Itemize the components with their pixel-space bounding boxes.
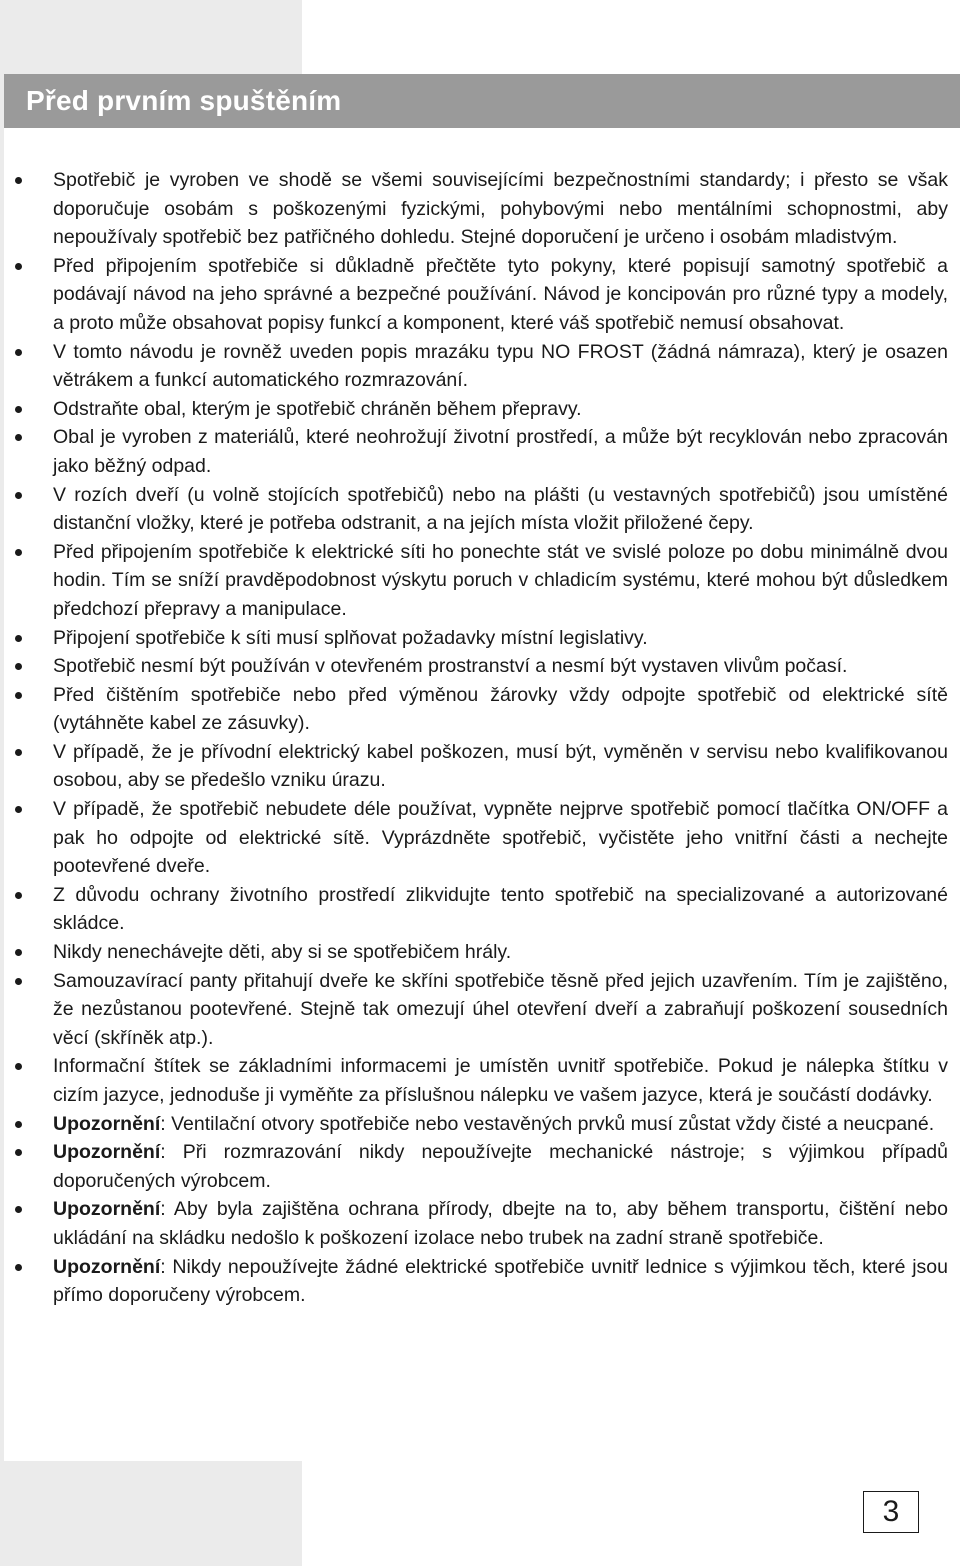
list-item-text: Informační štítek se základními informacemi je umístěn uvnitř spotřebiče. Pokud je nálepka štítku v cizím jazyce, jednoduše ji vyměňte za příslušnou nálepku ve vašem jazyce, která je součástí dodávky. [53, 1055, 948, 1106]
bullet-icon [15, 1149, 22, 1156]
list-item-text: Spotřebič je vyroben ve shodě se všemi souvisejícími bezpečnostními standardy; i přesto se však doporučuje osobám s poškozenými fyzickými, pohybovými nebo mentálními schopnostmi, aby nepoužívaly spotřebič bez patřičného dohledu. Stejné doporučení je určeno i osobám mladistvým. [53, 169, 948, 249]
bullet-icon [15, 806, 22, 813]
bullet-icon [15, 635, 22, 642]
list-item-text: Z důvodu ochrany životního prostředí zlikvidujte tento spotřebič na specializované a autorizované skládce. [53, 883, 948, 935]
bullet-icon [15, 1121, 22, 1128]
bullet-icon [15, 349, 22, 356]
warning-label: Upozornění [53, 1112, 161, 1135]
list-item-text: Odstraňte obal, kterým je spotřebič chráněn během přepravy. [53, 397, 582, 420]
list-item [0, 166, 948, 252]
list-item-text: V případě, že je přívodní elektrický kabel poškozen, musí být, vyměněn v servisu nebo kvalifikovanou osobou, aby se předešlo vzniku úrazu. [53, 740, 948, 792]
list-item [0, 1052, 948, 1109]
list-item-text: Spotřebič nesmí být používán v otevřeném prostranství a nesmí být vystaven vlivům počasí. [53, 655, 848, 678]
bullet-icon [15, 978, 22, 985]
bullet-icon [15, 263, 22, 270]
list-item-text: Před připojením spotřebiče k elektrické síti ho ponechte stát ve svislé poloze po dobu minimálně dvou hodin. Tím se sníží pravděpodobnost výskytu poruch v chladicím systému, které mohou být důsledkem předchozí přepravy a manipulace. [53, 540, 948, 620]
list-item-text: : Nikdy nepoužívejte žádné elektrické spotřebiče uvnitř lednice s výjimkou těch, které jsou přímo doporučeny výrobcem. [53, 1255, 948, 1307]
bullet-icon [15, 692, 22, 699]
list-item-text: : Ventilační otvory spotřebiče nebo vestavěných prvků musí zůstat vždy čisté a neucpané. [160, 1112, 935, 1135]
list-item-text: : Aby byla zajištěna ochrana přírody, dbejte na to, aby během transportu, čištění nebo ukládání na skládku nedošlo k poškození izolace nebo trubek na zadní straně spotřebiče. [53, 1198, 948, 1249]
list-item-text: Před čištěním spotřebiče nebo před výměnou žárovky vždy odpojte spotřebič od elektrické sítě (vytáhněte kabel ze zásuvky). [53, 683, 948, 735]
list-item-text: : Při rozmrazování nikdy nepoužívejte mechanické nástroje; s výjimkou případů doporučených výrobcem. [53, 1141, 948, 1192]
bullet-icon [15, 492, 22, 499]
list-item [0, 423, 948, 480]
list-item [0, 967, 948, 1053]
bullet-icon [15, 892, 22, 899]
bullet-icon [15, 1206, 22, 1213]
bullet-icon [15, 177, 22, 184]
bullet-icon [15, 949, 22, 956]
list-item [0, 624, 948, 653]
bullet-icon [15, 434, 22, 441]
list-item [0, 538, 948, 624]
list-item [0, 1195, 948, 1252]
list-item [0, 338, 948, 395]
warning-label: Upozornění [53, 1141, 161, 1164]
list-item [0, 1110, 948, 1139]
warning-label: Upozornění [53, 1198, 161, 1221]
bullet-icon [15, 1063, 22, 1070]
page-title: Před prvním spuštěním [26, 85, 342, 116]
bullet-icon [15, 406, 22, 413]
list-item-text: Obal je vyroben z materiálů, které neohrožují životní prostředí, a může být recyklován nebo zpracován jako běžný odpad. [53, 426, 948, 477]
warning-label: Upozornění [53, 1255, 161, 1278]
bullet-icon [15, 663, 22, 670]
page-number: 3 [863, 1491, 919, 1533]
list-item [0, 938, 948, 967]
bullet-icon [15, 1264, 22, 1271]
list-item [0, 881, 948, 938]
list-item-text: V rozích dveří (u volně stojících spotřebičů) nebo na plášti (u vestavných spotřebičů) jsou umístěné distanční vložky, které je potřeba odstranit, a na jejích místa vložit přiložené čepy. [53, 483, 948, 535]
list-item [0, 1253, 948, 1310]
list-item [0, 252, 948, 338]
list-item [0, 738, 948, 795]
section-header [4, 74, 960, 128]
list-item [0, 652, 948, 681]
bullet-icon [15, 749, 22, 756]
list-item-text: V tomto návodu je rovněž uveden popis mrazáku typu NO FROST (žádná námraza), který je osazen větrákem a funkcí automatického rozmrazování. [53, 340, 948, 392]
list-item-text: Připojení spotřebiče k síti musí splňovat požadavky místní legislativy. [53, 626, 648, 649]
list-item [0, 681, 948, 738]
list-item-text: Samouzavírací panty přitahují dveře ke skříni spotřebiče těsně před jejich uzavřením. Tím je zajištěno, že nezůstanou pootevřené. Stejně tak omezují úhel otevření dveří a zabraňují poškození sousedních věcí (skříněk atp.). [53, 969, 948, 1049]
list-item-text: Před připojením spotřebiče si důkladně přečtěte tyto pokyny, které popisují samotný spotřebič a podávají návod na jeho správné a bezpečné používání. Návod je koncipován pro různé typy a modely, a proto může obsahovat popisy funkcí a komponent, které váš spotřebič nemusí obsahovat. [53, 254, 948, 334]
list-item-text: Nikdy nenechávejte děti, aby si se spotřebičem hrály. [53, 941, 512, 964]
list-item [0, 481, 948, 538]
list-item [0, 795, 948, 881]
list-item [0, 395, 948, 424]
bullet-icon [15, 549, 22, 556]
list-item [0, 1138, 948, 1195]
safety-instructions-list [0, 166, 948, 1310]
list-item-text: V případě, že spotřebič nebudete déle používat, vypněte nejprve spotřebič pomocí tlačítka ON/OFF a pak ho odpojte od elektrické sítě. Vyprázdněte spotřebič, vyčistěte jeho vnitřní části a nechejte pootevřené dveře. [53, 798, 948, 878]
